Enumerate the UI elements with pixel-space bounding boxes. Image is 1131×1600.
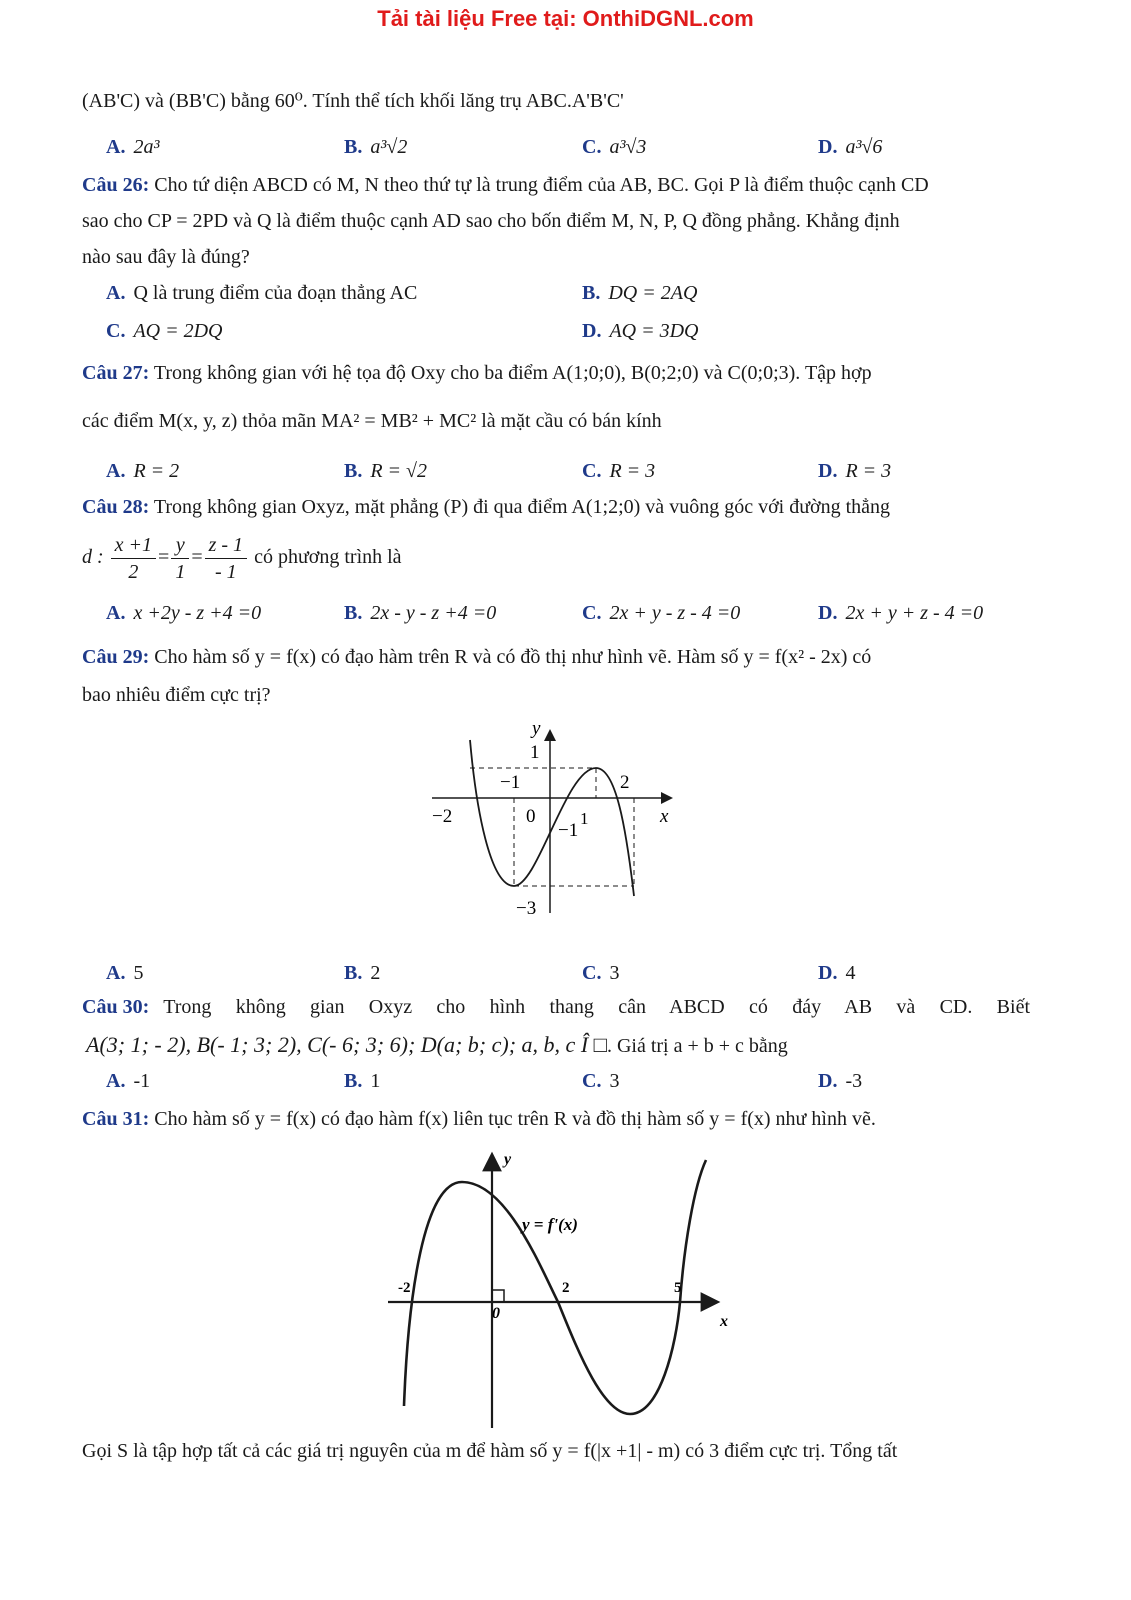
- option-label: A.: [106, 962, 126, 984]
- fraction-1: [111, 532, 156, 585]
- option-label: D.: [818, 962, 838, 984]
- q30-option-c: [582, 1070, 619, 1093]
- option-value: 2: [370, 962, 381, 984]
- q30-line2-math: A(3; 1; - 2), B(- 1; 3; 2), C(- 6; 3; 6); D(a; b; c); a, b, c Î □: [86, 1032, 607, 1057]
- label-one: 1: [580, 809, 589, 828]
- option-value: a³√6: [845, 136, 883, 158]
- fraction-1-num: x +1: [111, 532, 156, 559]
- function-curve: [470, 740, 634, 896]
- option-label: D.: [582, 320, 602, 342]
- label-neg-one-mid: −1: [558, 820, 579, 841]
- q26-line3: nào sau đây là đúng?: [82, 246, 250, 268]
- option-label: B.: [344, 1070, 363, 1092]
- line-d-prefix: d :: [82, 546, 104, 569]
- q28-option-b: [344, 602, 496, 625]
- q26-option-a: [106, 282, 417, 305]
- q31-graph: [380, 1146, 760, 1436]
- option-value: 1: [370, 1070, 381, 1092]
- q26-option-b: [582, 282, 697, 305]
- option-value: 3: [609, 962, 620, 984]
- option-label: D.: [818, 1070, 838, 1092]
- option-value: a³√2: [370, 136, 408, 158]
- q25-option-a: [106, 136, 159, 159]
- fraction-2: [171, 532, 189, 585]
- label-zero: 0: [492, 1305, 500, 1322]
- option-label: C.: [106, 320, 126, 342]
- question-label: Câu 31:: [82, 1108, 150, 1130]
- q27-option-a: [106, 460, 179, 483]
- fraction-3-num: z - 1: [205, 532, 247, 559]
- option-value: 2a³: [133, 136, 160, 158]
- option-label: D.: [818, 602, 838, 624]
- q25-text: (AB'C) và (BB'C) bằng 60⁰. Tính thể tích khối lăng trụ ABC.A'B'C': [82, 90, 624, 112]
- question-label: Câu 29:: [82, 646, 150, 668]
- option-value: Q là trung điểm của đoạn thẳng AC: [133, 282, 418, 304]
- fraction-1-den: 2: [128, 561, 139, 583]
- q28-option-d: [818, 602, 983, 625]
- q30-line1-text: Trong không gian Oxyz cho hình thang cân ABCD có đáy AB và CD. Biết: [163, 996, 1030, 1018]
- fraction-2-num: y: [171, 532, 189, 559]
- q25-option-c: [582, 136, 646, 159]
- q31-line1-text: Cho hàm số y = f(x) có đạo hàm f(x) liên tục trên R và đồ thị hàm số y = f(x) như hình vẽ.: [154, 1108, 876, 1130]
- option-value: AQ = 2DQ: [133, 320, 223, 342]
- page-header-link[interactable]: Tải tài liệu Free tại: OnthiDGNL.com: [377, 6, 754, 31]
- x-axis-label: x: [660, 806, 669, 827]
- q30-line2: [86, 1032, 788, 1058]
- x-axis-label: x: [720, 1313, 728, 1330]
- option-value: DQ = 2AQ: [608, 282, 698, 304]
- label-neg-two: −2: [432, 806, 453, 827]
- option-label: C.: [582, 962, 602, 984]
- label-two: 2: [620, 772, 630, 793]
- option-value: 4: [845, 962, 856, 984]
- q27-line2: các điểm M(x, y, z) thỏa mãn MA² = MB² + MC² là mặt cầu có bán kính: [82, 410, 662, 432]
- q29-option-b: [344, 962, 380, 985]
- q29-option-a: [106, 962, 143, 985]
- right-angle-mark: [492, 1290, 504, 1302]
- label-neg-three: −3: [516, 898, 537, 919]
- label-neg-one-left: −1: [500, 772, 521, 793]
- q25-option-b: [344, 136, 407, 159]
- fraction-3: [205, 532, 247, 585]
- q28-option-a: [106, 602, 261, 625]
- curve-label: y = f'(x): [522, 1215, 578, 1234]
- q27-option-b: [344, 460, 427, 483]
- q30-option-b: [344, 1070, 380, 1093]
- q28-option-c: [582, 602, 740, 625]
- q26-line2: sao cho CP = 2PD và Q là điểm thuộc cạnh AD sao cho bốn điểm M, N, P, Q đồng phẳng. Khẳng định: [82, 210, 900, 232]
- q28-line2: [82, 532, 402, 585]
- option-label: B.: [344, 602, 363, 624]
- q27-line1: [82, 362, 872, 385]
- option-value: R = 2: [133, 460, 180, 482]
- q30-line2-tail: . Giá trị a + b + c bằng: [606, 1035, 788, 1057]
- option-label: A.: [106, 282, 126, 304]
- equals-sign: =: [158, 546, 170, 569]
- option-value: 2x - y - z +4 =0: [370, 602, 497, 624]
- option-value: R = √2: [370, 460, 428, 482]
- option-label: C.: [582, 136, 602, 158]
- option-label: A.: [106, 602, 126, 624]
- q31-line2: Gọi S là tập hợp tất cả các giá trị nguyên của m để hàm số y = f(|x +1| - m) có 3 điểm cực trị. Tổng tất: [82, 1440, 898, 1462]
- q28-line2-tail: có phương trình là: [254, 546, 402, 569]
- label-two: 2: [562, 1280, 570, 1296]
- option-label: C.: [582, 602, 602, 624]
- option-label: B.: [582, 282, 601, 304]
- label-neg-two: -2: [398, 1280, 411, 1296]
- question-label: Câu 27:: [82, 362, 150, 384]
- q27-line1-text: Trong không gian với hệ tọa độ Oxy cho ba điểm A(1;0;0), B(0;2;0) và C(0;0;3). Tập hợp: [153, 362, 872, 384]
- option-value: 2x + y + z - 4 =0: [845, 602, 984, 624]
- q29-option-d: [818, 962, 855, 985]
- option-value: 3: [609, 1070, 620, 1092]
- option-value: R = 3: [609, 460, 656, 482]
- q31-line1: [82, 1108, 876, 1131]
- derivative-curve: [404, 1160, 706, 1414]
- option-label: A.: [106, 136, 126, 158]
- option-value: 5: [133, 962, 144, 984]
- q29-line2: bao nhiêu điểm cực trị?: [82, 684, 271, 706]
- q29-option-c: [582, 962, 619, 985]
- fraction-2-den: 1: [175, 561, 186, 583]
- q26-line1: [82, 174, 929, 197]
- q29-line1-text: Cho hàm số y = f(x) có đạo hàm trên R và có đồ thị như hình vẽ. Hàm số y = f(x² - 2x) có: [154, 646, 872, 668]
- question-label: Câu 26:: [82, 174, 150, 196]
- q27-option-d: [818, 460, 891, 483]
- q30-option-a: [106, 1070, 150, 1093]
- q30-line1: [82, 996, 1030, 1019]
- option-label: D.: [818, 460, 838, 482]
- option-value: AQ = 3DQ: [609, 320, 699, 342]
- q29-line1: [82, 646, 871, 669]
- q28-line1: [82, 496, 890, 519]
- label-five: 5: [674, 1280, 682, 1296]
- y-axis-label: y: [532, 718, 541, 739]
- option-label: C.: [582, 460, 602, 482]
- option-label: B.: [344, 460, 363, 482]
- option-label: A.: [106, 1070, 126, 1092]
- label-y-top: 1: [530, 742, 540, 763]
- option-value: x +2y - z +4 =0: [133, 602, 262, 624]
- option-value: -3: [845, 1070, 863, 1092]
- y-axis-label: y: [504, 1151, 512, 1168]
- question-label: Câu 30:: [82, 996, 150, 1018]
- option-label: B.: [344, 136, 363, 158]
- option-value: R = 3: [845, 460, 892, 482]
- option-label: D.: [818, 136, 838, 158]
- option-label: A.: [106, 460, 126, 482]
- fraction-3-den: - 1: [215, 561, 237, 583]
- q26-option-d: [582, 320, 699, 343]
- q26-option-c: [106, 320, 223, 343]
- label-zero: 0: [526, 806, 536, 827]
- option-value: 2x + y - z - 4 =0: [609, 602, 741, 624]
- option-value: -1: [133, 1070, 151, 1092]
- question-label: Câu 28:: [82, 496, 150, 518]
- q27-option-c: [582, 460, 655, 483]
- q30-option-d: [818, 1070, 862, 1093]
- q26-line1-text: Cho tứ diện ABCD có M, N theo thứ tự là trung điểm của AB, BC. Gọi P là điểm thuộc cạnh CD: [154, 174, 929, 196]
- option-value: a³√3: [609, 136, 647, 158]
- q25-option-d: [818, 136, 882, 159]
- option-label: C.: [582, 1070, 602, 1092]
- q29-graph: [420, 718, 700, 938]
- equals-sign: =: [191, 546, 203, 569]
- q28-line1-text: Trong không gian Oxyz, mặt phẳng (P) đi qua điểm A(1;2;0) và vuông góc với đường thẳng: [153, 496, 891, 518]
- option-label: B.: [344, 962, 363, 984]
